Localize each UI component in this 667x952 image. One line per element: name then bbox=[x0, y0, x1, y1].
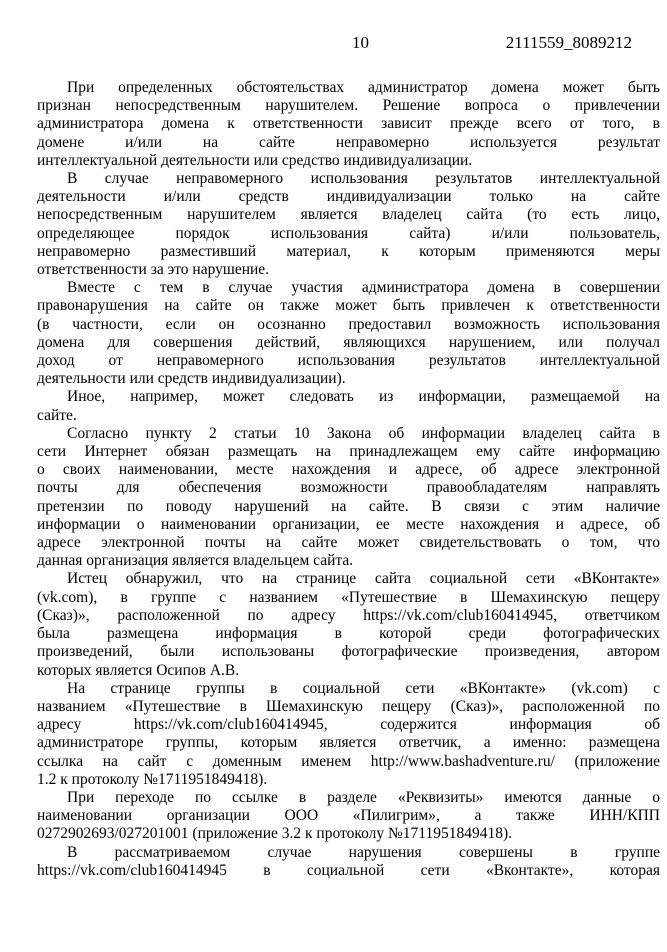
page-number: 10 bbox=[352, 33, 369, 52]
text-line: При переходе по ссылке в разделе «Реквизиты» имеются данные о bbox=[67, 788, 660, 806]
text-line: сети Интернет обязан размещать на принадлежащем ему сайте информацию bbox=[37, 443, 660, 461]
text-line: о своих наименовании, месте нахождения и адресе, об адресе электронной bbox=[37, 461, 660, 479]
text-line: В рассматриваемом случае нарушения совершены в группе bbox=[67, 843, 660, 861]
text-line: (в частности, если он осознанно предоставил возможность использования bbox=[37, 315, 660, 333]
paragraph bbox=[37, 570, 660, 679]
text-line: домене и/или на сайте неправомерно используется результат bbox=[37, 133, 660, 151]
text-line: доход от неправомерного использования результатов интеллектуальной bbox=[37, 352, 660, 370]
text-line: деятельности или средств индивидуализации). bbox=[37, 370, 346, 388]
text-line: интеллектуальной деятельности или средство индивидуализации. bbox=[37, 151, 473, 169]
paragraph bbox=[37, 844, 660, 880]
text-line: Вместе с тем в случае участия администратора домена в совершении bbox=[67, 279, 660, 297]
text-line: данная организация является владельцем сайта. bbox=[37, 552, 354, 570]
text-line: адресу https://vk.com/club160414945, содержится информация об bbox=[37, 716, 660, 734]
text-line: признан непосредственным нарушителем. Решение вопроса о привлечении bbox=[37, 97, 660, 115]
text-line: почты для обеспечения возможности правообладателям направлять bbox=[37, 479, 660, 497]
text-line: которых является Осипов А.В. bbox=[37, 661, 240, 679]
paragraph bbox=[37, 170, 660, 279]
paragraph bbox=[37, 388, 660, 424]
text-line: Иное, например, может следовать из информации, размещаемой на bbox=[67, 388, 660, 406]
text-line: ссылка на сайт с доменным именем http://www.bashadventure.ru/ (приложение bbox=[37, 752, 660, 770]
paragraph bbox=[37, 279, 660, 388]
document-id: 2111559_8089212 bbox=[505, 33, 632, 52]
paragraph bbox=[37, 789, 660, 844]
text-line: адресе электронной почты на сайте может свидетельствовать о том, что bbox=[37, 534, 660, 552]
text-line: сайте. bbox=[37, 406, 77, 424]
text-line: правонарушения на сайте он также может быть привлечен к ответственности bbox=[37, 297, 660, 315]
text-line: В случае неправомерного использования результатов интеллектуальной bbox=[67, 170, 660, 188]
document-body bbox=[37, 79, 660, 880]
text-line: претензии по поводу нарушений на сайте. В связи с этим наличие bbox=[37, 497, 660, 515]
page-header bbox=[37, 33, 660, 52]
text-line: названием «Путешествие в Шемахинскую пещеру (Сказ)», расположенной по bbox=[37, 697, 660, 715]
text-line: Согласно пункту 2 статьи 10 Закона об информации владелец сайта в bbox=[67, 424, 660, 442]
text-line: (Сказ)», расположенной по адресу https://vk.com/club160414945, ответчиком bbox=[37, 606, 660, 624]
text-line: https://vk.com/club160414945 в социальной сети «Вконтакте», которая bbox=[37, 861, 660, 879]
text-line: На странице группы в социальной сети «ВКонтакте» (vk.com) с bbox=[67, 679, 660, 697]
paragraph bbox=[37, 425, 660, 571]
text-line: деятельности и/или средств индивидуализации только на сайте bbox=[37, 188, 660, 206]
text-line: ответственности за это нарушение. bbox=[37, 261, 270, 279]
text-line: непосредственным нарушителем является владелец сайта (то есть лицо, bbox=[37, 206, 660, 224]
text-line: администраторе группы, которым является ответчик, а именно: размещена bbox=[37, 734, 660, 752]
text-line: 0272902693/027201001 (приложение 3.2 к протоколу №1711951849418). bbox=[37, 825, 512, 843]
paragraph bbox=[37, 79, 660, 170]
text-line: При определенных обстоятельствах администратор домена может быть bbox=[67, 79, 660, 96]
text-line: неправомерно разместивший материал, к которым применяются меры bbox=[37, 242, 660, 260]
text-line: была размещена информация в которой среди фотографических bbox=[37, 625, 660, 643]
text-line: наименовании организации ООО «Пилигрим», а также ИНН/КПП bbox=[37, 807, 660, 825]
paragraph bbox=[37, 680, 660, 789]
text-line: информации о наименовании организации, ее месте нахождения и адресе, об bbox=[37, 515, 660, 533]
text-line: администратора домена к ответственности зависит прежде всего от того, в bbox=[37, 115, 660, 133]
text-line: домена для совершения действий, являющихся нарушением, или получал bbox=[37, 333, 660, 351]
text-line: произведений, были использованы фотографические произведения, автором bbox=[37, 643, 660, 661]
text-line: определяющее порядок использования сайта) и/или пользователь, bbox=[37, 224, 660, 242]
text-line: Истец обнаружил, что на странице сайта социальной сети «ВКонтакте» bbox=[67, 570, 660, 588]
text-line: (vk.com), в группе с названием «Путешествие в Шемахинскую пещеру bbox=[37, 588, 660, 606]
text-line: 1.2 к протоколу №1711951849418). bbox=[37, 770, 268, 788]
